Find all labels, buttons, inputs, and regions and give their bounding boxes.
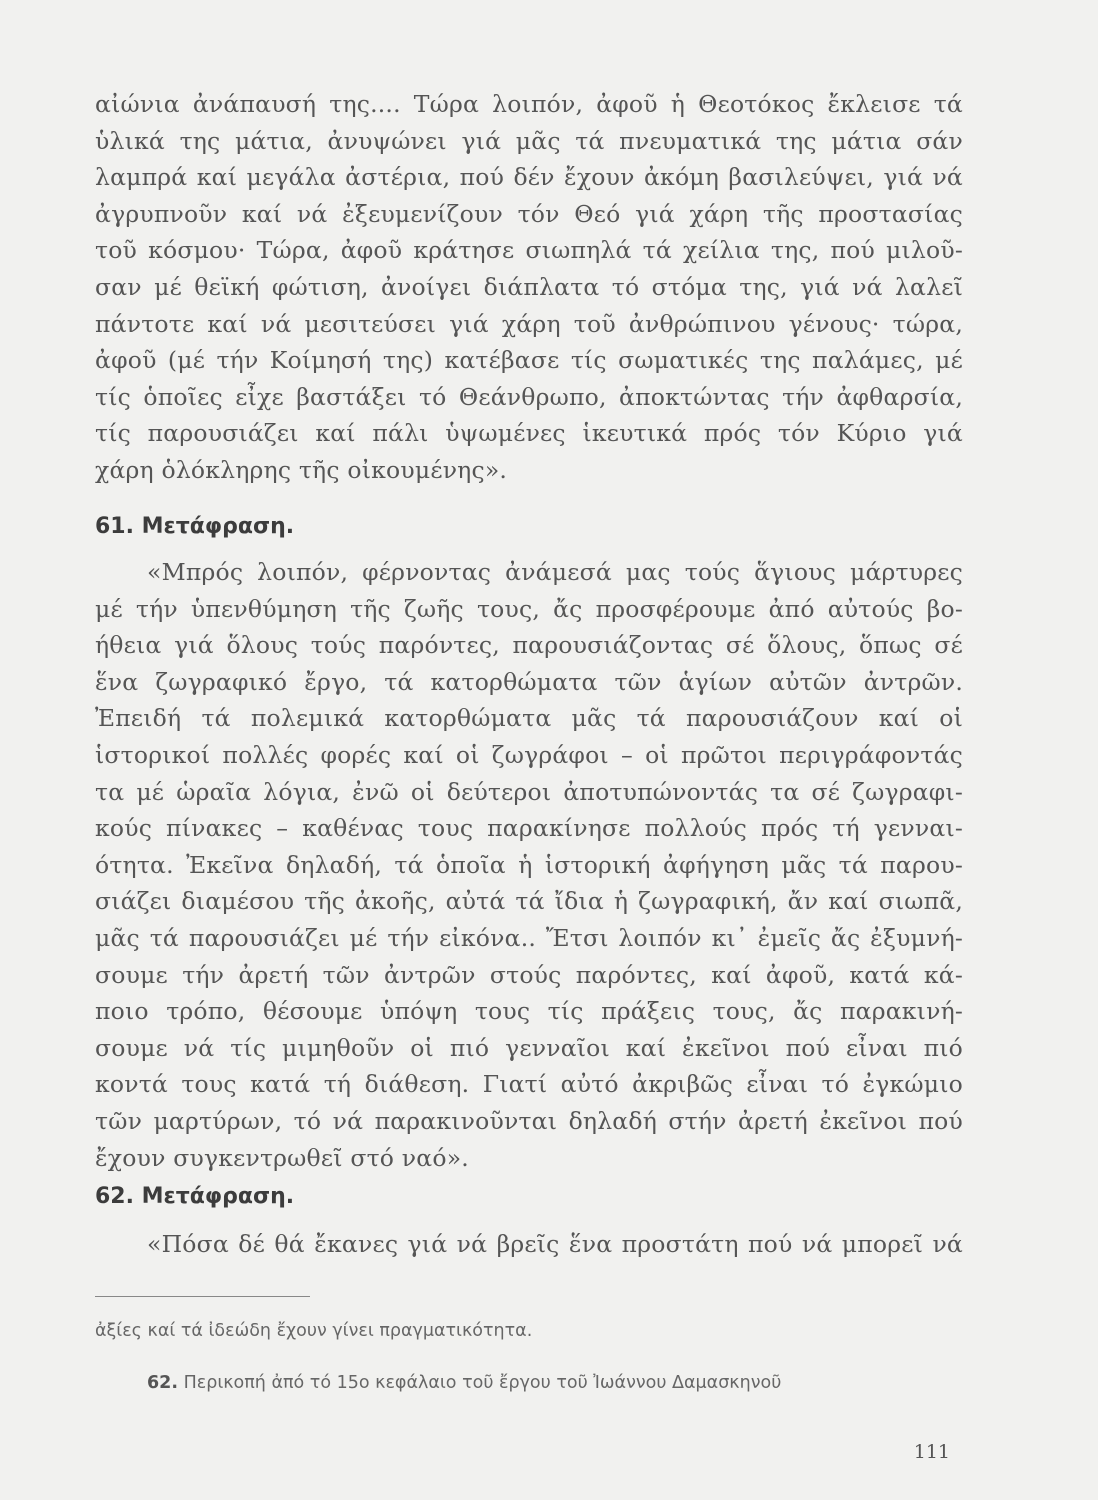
paragraph-2-line: τα μέ ὡραῖα λόγια, ἐνῶ οἱ δεύτεροι ἀποτυπώνοντάς τα σέ ζωγραφι- — [95, 777, 963, 806]
paragraph-2-line: σουμε τήν ἀρετή τῶν ἀντρῶν στούς παρόντες, καί ἀφοῦ, κατά κά- — [95, 960, 963, 989]
paragraph-1-line: τίς ὁποῖες εἶχε βαστάξει τό Θεάνθρωπο, ἀποκτώντας τήν ἀφθαρσία, — [95, 382, 963, 411]
paragraph-1-line: ἀγρυπνοῦν καί νά ἐξευμενίζουν τόν Θεό γιά χάρη τῆς προστασίας — [95, 199, 963, 228]
paragraph-1 — [95, 86, 963, 489]
footnotes — [95, 1318, 963, 1396]
paragraph-1-line: ὑλικά της μάτια, ἀνυψώνει γιά μᾶς τά πνευματικά της μάτια σάν — [95, 126, 963, 155]
paragraph-2-line: μᾶς τά παρουσιάζει μέ τήν εἰκόνα.. Ἔτσι λοιπόν κι᾽ ἐμεῖς ἄς ἐξυμνή- — [95, 923, 963, 952]
paragraph-1-line: τίς παρουσιάζει καί πάλι ὑψωμένες ἱκευτικά πρός τόν Κύριο γιά — [95, 419, 963, 448]
paragraph-2-line: ποιο τρόπο, θέσουμε ὑπόψη τους τίς πράξεις τους, ἄς παρακινή- — [95, 997, 963, 1026]
paragraph-2-line: τῶν μαρτύρων, τό νά παρακινοῦνται δηλαδή στήν ἀρετή ἐκεῖνοι πού — [95, 1106, 963, 1135]
paragraph-1-line: τοῦ κόσμου· Τώρα, ἀφοῦ κράτησε σιωπηλά τά χείλια της, πού μιλοῦ- — [95, 236, 963, 265]
paragraph-2-line: Ἐπειδή τά πολεμικά κατορθώματα μᾶς τά παρουσιάζουν καί οἱ — [95, 704, 963, 733]
paragraph-2-line: ἱστορικοί πολλές φορές καί οἱ ζωγράφοι – οἱ πρῶτοι περιγράφοντάς — [95, 740, 963, 769]
footnote-62 — [95, 1370, 963, 1396]
paragraph-2 — [95, 554, 963, 1176]
paragraph-2-line: ήθεια γιά ὅλους τούς παρόντες, παρουσιάζοντας σέ ὅλους, ὅπως σέ — [95, 631, 963, 660]
page-number: 111 — [913, 1441, 950, 1463]
footnote-divider — [95, 1296, 310, 1297]
paragraph-1-line: σαν μέ θεϊκή φώτιση, ἀνοίγει διάπλατα τό στόμα της, γιά νά λαλεῖ — [95, 272, 963, 301]
paragraph-2-line: μέ τήν ὑπενθύμηση τῆς ζωῆς τους, ἄς προσφέρουμε ἀπό αὐτούς βο- — [95, 594, 963, 623]
paragraph-2-line: κοντά τους κατά τή διάθεση. Γιατί αὐτό ἀκριβῶς εἶναι τό ἐγκώμιο — [95, 1070, 963, 1099]
paragraph-3 — [95, 1226, 963, 1263]
paragraph-2-line: σιάζει διαμέσου τῆς ἀκοῆς, αὐτά τά ἴδια ἡ ζωγραφική, ἄν καί σιωπᾶ, — [95, 887, 963, 916]
footnote-continuation: ἀξίες καί τά ἰδεώδη ἔχουν γίνει πραγματικότητα. — [95, 1321, 533, 1341]
paragraph-2-line: κούς πίνακες – καθένας τους παρακίνησε πολλούς πρός τή γενναι- — [95, 814, 963, 843]
paragraph-2-line: σουμε νά τίς μιμηθοῦν οἱ πιό γενναῖοι καί ἐκεῖνοι πού εἶναι πιό — [95, 1033, 963, 1062]
paragraph-2-line: «Μπρός λοιπόν, φέρνοντας ἀνάμεσά μας τούς ἅγιους μάρτυρες — [147, 558, 963, 586]
paragraph-2-line: ότητα. Ἐκεῖνα δηλαδή, τά ὁποῖα ἡ ἱστορική ἀφήγηση μᾶς τά παρου- — [95, 850, 963, 879]
paragraph-1-line: αἰώνια ἀνάπαυσή της.... Τώρα λοιπόν, ἀφοῦ ἡ Θεοτόκος ἔκλεισε τά — [95, 90, 963, 118]
paragraph-2-line: ἔχουν συγκεντρωθεῖ στό ναό». — [95, 1143, 469, 1172]
section-62-heading: 62. Μετάφραση. — [95, 1184, 295, 1209]
footnote-62-text: Περικοπή ἀπό τό 15ο κεφάλαιο τοῦ ἔργου τοῦ Ἰωάννου Δαμασκηνοῦ — [183, 1373, 782, 1393]
paragraph-1-line: ἀφοῦ (μέ τήν Κοίμησή της) κατέβασε τίς σωματικές της παλάμες, μέ — [95, 346, 963, 375]
paragraph-1-line: πάντοτε καί νά μεσιτεύσει γιά χάρη τοῦ ἀνθρώπινου γένους· τώρα, — [95, 309, 963, 338]
paragraph-1-line: χάρη ὁλόκληρης τῆς οἰκουμένης». — [95, 455, 508, 484]
paragraph-2-line: ἕνα ζωγραφικό ἔργο, τά κατορθώματα τῶν ἁγίων αὐτῶν ἀντρῶν. — [95, 667, 963, 696]
section-61-heading: 61. Μετάφραση. — [95, 514, 295, 539]
paragraph-3-line: «Πόσα δέ θά ἔκανες γιά νά βρεῖς ἕνα προστάτη πού νά μπορεῖ νά — [147, 1230, 963, 1258]
footnote-62-number: 62. — [147, 1373, 179, 1393]
paragraph-1-line: λαμπρά καί μεγάλα ἀστέρια, πού δέν ἔχουν ἀκόμη βασιλεύψει, γιά νά — [95, 163, 963, 192]
